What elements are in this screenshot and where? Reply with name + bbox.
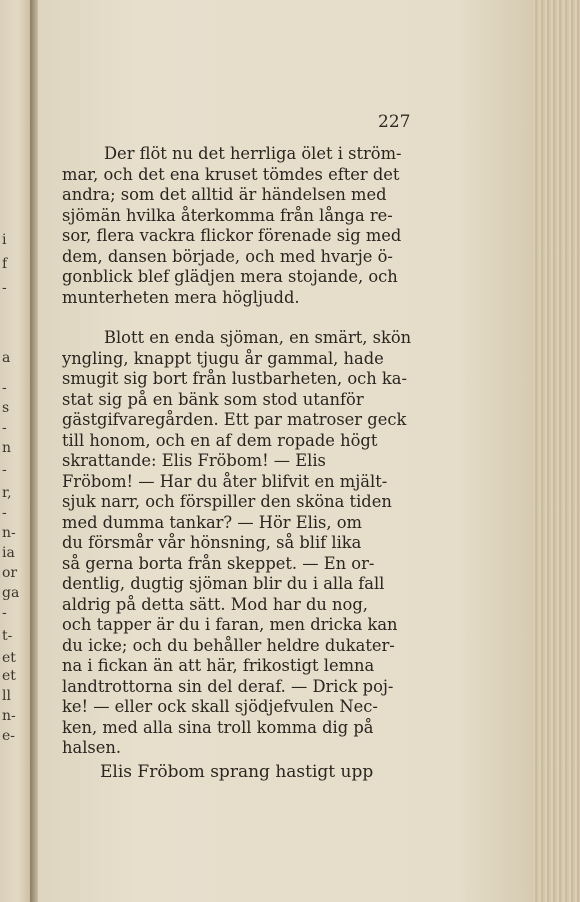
facing-page-fragment: e-	[2, 728, 16, 744]
text-line: Der flöt nu det herrliga ölet i ström-	[104, 144, 402, 163]
page-edges	[532, 0, 580, 902]
facing-page-fragment: s	[2, 400, 10, 416]
text-line: smugit sig bort från lustbarheten, och ka-	[62, 369, 407, 388]
text-line: och tapper är du i faran, men dricka kan	[62, 615, 398, 634]
text-line: sjuk narr, och förspiller den sköna tiden	[62, 492, 392, 511]
text-line: na i fickan än att här, frikostigt lemna	[62, 656, 375, 675]
facing-page-fragment: ia	[2, 545, 15, 561]
text-line: yngling, knappt tjugu år gammal, hade	[62, 348, 384, 368]
facing-page-fragment: et	[2, 668, 16, 684]
text-line: halsen.	[62, 738, 122, 757]
facing-page-fragment: f	[2, 256, 8, 272]
facing-page-fragment: -	[2, 605, 7, 621]
body-text	[62, 144, 436, 759]
facing-page-fragment: r,	[2, 485, 12, 501]
final-line: Elis Fröbom sprang hastigt upp	[100, 762, 374, 782]
facing-page-fragment: or	[2, 565, 18, 581]
facing-page-fragment: n-	[2, 525, 16, 541]
text-line: gonblick blef glädjen mera stojande, och	[62, 267, 398, 286]
text-line: du försmår vår hönsning, så blif lika	[62, 533, 362, 552]
text-line: munterheten mera högljudd.	[62, 287, 300, 307]
facing-page-fragment: i	[2, 232, 7, 248]
page-number: 227	[378, 112, 411, 132]
facing-page-fragment: a	[2, 350, 11, 366]
facing-page-fragment: n	[2, 440, 12, 456]
paragraph-gap	[62, 308, 436, 328]
book-gutter	[30, 0, 38, 902]
facing-page-fragment: -	[2, 420, 7, 436]
text-line: sor, flera vackra flickor förenade sig med	[62, 226, 402, 245]
facing-page-fragment: ll	[2, 688, 11, 704]
facing-page-fragment: ga	[2, 585, 20, 601]
facing-page-fragment: t-	[2, 628, 13, 644]
text-line: landtrottorna sin del deraf. — Drick poj-	[62, 676, 394, 696]
text-line: gästgifvaregården. Ett par matroser geck	[62, 410, 407, 429]
text-line: Fröbom! — Har du åter blifvit en mjält-	[62, 471, 388, 491]
text-line: aldrig på detta sätt. Mod har du nog,	[62, 594, 368, 614]
text-line: mar, och det ena kruset tömdes efter det	[62, 164, 400, 184]
text-line: sjömän hvilka återkomma från långa re-	[62, 205, 393, 225]
text-line: du icke; och du behåller heldre dukater-	[62, 635, 395, 655]
text-line: till honom, och en af dem ropade högt	[62, 430, 378, 450]
text-line: Blott en enda sjöman, en smärt, skön	[104, 328, 412, 347]
text-line: med dumma tankar? — Hör Elis, om	[62, 512, 362, 532]
text-line: dem, dansen började, och med hvarje ö-	[62, 246, 393, 266]
facing-page-fragment: -	[2, 280, 7, 296]
facing-page-fragment: -	[2, 505, 7, 521]
text-line: dentlig, dugtig sjöman blir du i alla fall	[62, 574, 385, 593]
text-line: stat sig på en bänk som stod utanför	[62, 389, 364, 409]
facing-page-fragment: -	[2, 462, 7, 478]
text-line: andra; som det alltid är händelsen med	[62, 185, 387, 204]
text-line: ke! — eller ock skall sjödjefvulen Nec-	[62, 697, 378, 716]
text-line: skrattande: Elis Fröbom! — Elis	[62, 451, 326, 470]
text-line: ken, med alla sina troll komma dig på	[62, 717, 374, 737]
text-line: så gerna borta från skeppet. — En or-	[62, 553, 375, 573]
facing-page-fragment: n-	[2, 708, 16, 724]
facing-page-edge	[0, 0, 30, 902]
facing-page-fragment: et	[2, 650, 16, 666]
facing-page-fragment: -	[2, 380, 7, 396]
